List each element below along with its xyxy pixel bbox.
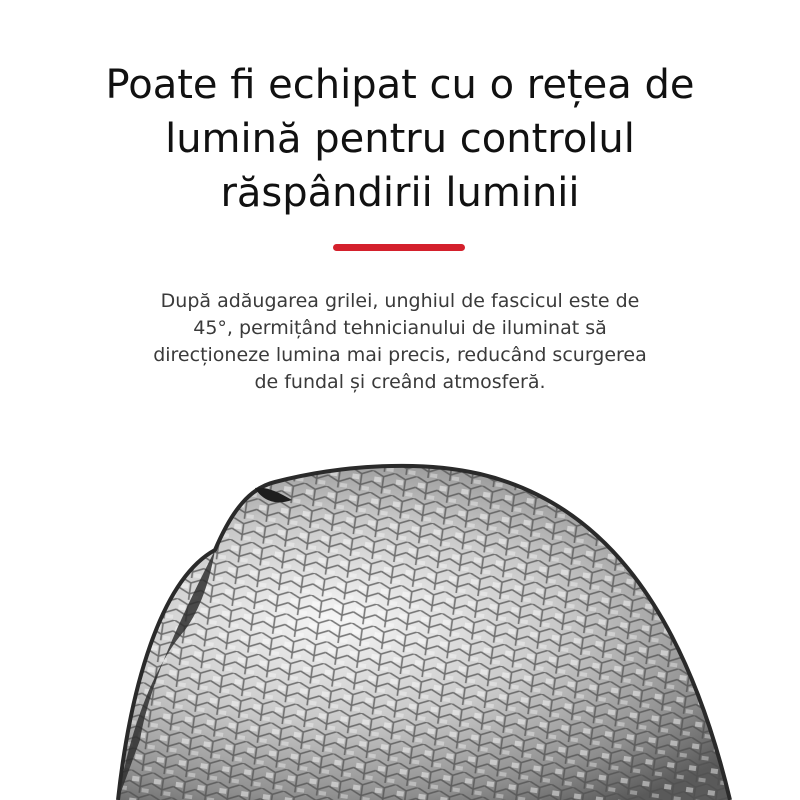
grid-softbox	[0, 440, 800, 800]
description-line: de fundal și creând atmosferă.	[254, 371, 546, 393]
headline-line: Poate fi echipat cu o rețea de	[105, 62, 695, 108]
headline	[0, 58, 800, 220]
description-line: După adăugarea grilei, unghiul de fascicul este de	[160, 290, 640, 312]
description-line: direcționeze lumina mai precis, reducând scurgerea	[153, 344, 647, 366]
description	[100, 288, 700, 396]
description-line: 45°, permițând tehnicianului de iluminat să	[193, 317, 607, 339]
headline-line: lumină pentru controlul	[165, 116, 635, 162]
accent-divider	[333, 244, 465, 251]
softbox-grid-image	[0, 440, 800, 800]
headline-line: răspândirii luminii	[220, 170, 580, 216]
